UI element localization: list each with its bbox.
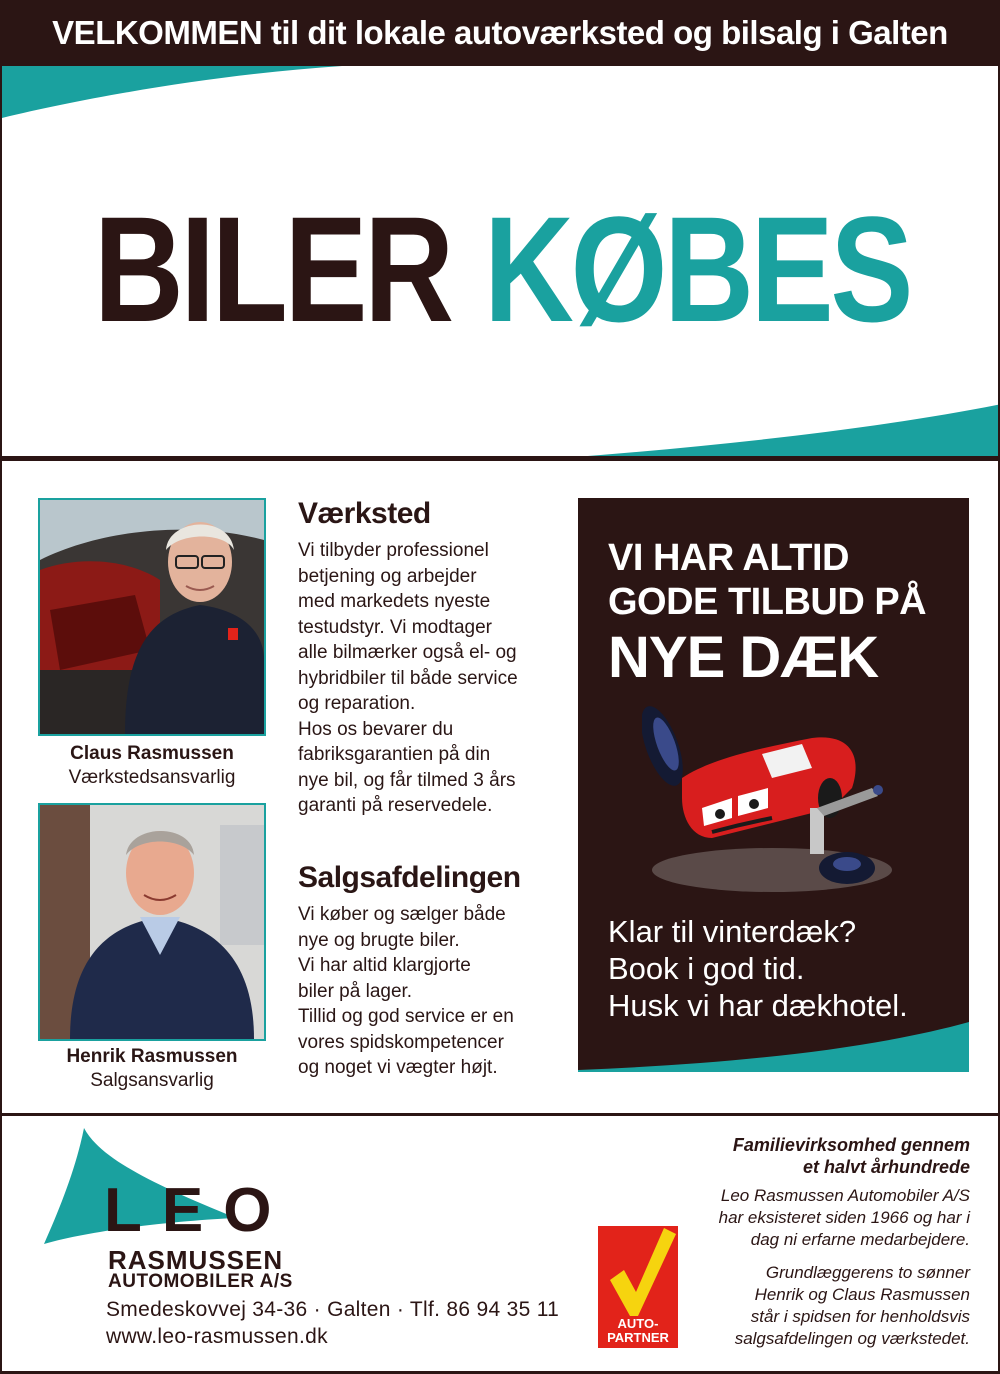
offer-line-1: VI HAR ALTID [608, 537, 849, 579]
text-line: Leo Rasmussen Automobiler A/S [720, 1186, 970, 1205]
divider [0, 1113, 1000, 1116]
text-line: og noget vi vægter højt. [298, 1057, 498, 1078]
text-line: Vi har altid klargjorte [298, 955, 471, 976]
frame-left [0, 461, 2, 1374]
photo-claus [38, 498, 266, 736]
welcome-banner [0, 0, 1000, 66]
text-line: nye og brugte biler. [298, 929, 460, 951]
workshop-title: Værksted [298, 497, 431, 530]
staff-role: Salgsansvarlig [90, 1070, 214, 1091]
about-paragraph-2 [735, 1262, 970, 1350]
offer-line-2: GODE TILBUD PÅ [608, 581, 927, 623]
company-address: Smedeskovvej 34-36 · Galten · Tlf. 86 94 35 11 [106, 1298, 560, 1321]
welcome-text: VELKOMMEN til dit lokale autoværksted og bilsalg i Galten [52, 14, 948, 51]
text-line: Tillid og god service er en [298, 1006, 514, 1027]
hero-word-biler: BILER [93, 185, 451, 353]
tire-offer-box [578, 498, 969, 1072]
about-heading-line: Familievirksomhed gennem [732, 1135, 970, 1155]
text-line: Hos os bevarer du [298, 718, 454, 740]
about-heading [733, 1134, 970, 1178]
about-heading-line: et halvt århundrede [802, 1157, 970, 1177]
text-line: biler på lager. [298, 980, 413, 1002]
portrait-mechanic-image [40, 500, 264, 734]
company-website-link[interactable]: www.leo-rasmussen.dk [106, 1325, 328, 1348]
about-paragraph-1 [719, 1185, 970, 1251]
photo-henrik [38, 803, 266, 1041]
offer-headline: NYE DÆK [608, 625, 879, 690]
text-line: med markedets nyeste [298, 591, 491, 612]
logo-rasmussen: RASMUSSEN [108, 1245, 284, 1275]
text-line: Grundlæggerens to sønner [765, 1263, 970, 1282]
text-line: Henrik og Claus Rasmussen [754, 1285, 970, 1304]
badge-line-2: PARTNER [607, 1330, 669, 1345]
teal-swoosh-decoration [578, 1012, 969, 1072]
offer-tagline-1: Klar til vinterdæk? [608, 914, 857, 949]
text-line: står i spidsen for henholdsvis [750, 1307, 970, 1326]
text-line: har eksisteret siden 1966 og har i [718, 1208, 970, 1227]
text-line: alle bilmærker også el- og [298, 642, 517, 663]
text-line: hybridbiler til både service [298, 667, 518, 689]
offer-tagline-3: Husk vi har dækhotel. [608, 988, 908, 1023]
staff-name: Claus Rasmussen [70, 743, 234, 764]
text-line: Vi tilbyder professionel [298, 540, 489, 561]
logo-leo: LEO [104, 1176, 292, 1245]
workshop-text [298, 538, 558, 819]
sales-text [298, 902, 558, 1081]
text-line: Vi køber og sælger både [298, 904, 506, 925]
badge-line-1: AUTO- [617, 1316, 659, 1331]
sales-section [298, 860, 558, 1081]
autopartner-badge [598, 1220, 678, 1348]
logo-automobiler: AUTOMOBILER A/S [108, 1271, 293, 1292]
caption-henrik [30, 1045, 274, 1093]
text-line: dag ni erfarne medarbejdere. [750, 1230, 970, 1249]
text-line: betjening og arbejder [298, 565, 477, 587]
offer-tagline-2: Book i god tid. [608, 951, 805, 986]
text-line: vores spidskompetencer [298, 1031, 504, 1053]
hero-word-kobes: KØBES [483, 185, 911, 353]
text-line: salgsafdelingen og værkstedet. [734, 1329, 970, 1348]
staff-role: Værkstedsansvarlig [68, 767, 236, 788]
car-tire-illustration [642, 698, 932, 898]
text-line: testudstyr. Vi modtager [298, 616, 492, 638]
portrait-salesman-image [40, 805, 264, 1039]
caption-claus [30, 742, 274, 790]
sales-title: Salgsafdelingen [298, 861, 521, 894]
hero-section [0, 66, 1000, 458]
text-line: fabriksgarantien på din [298, 744, 491, 765]
text-line: og reparation. [298, 693, 416, 714]
hero-headline [87, 185, 917, 353]
text-line: nye bil, og får tilmed 3 års [298, 769, 516, 791]
staff-name: Henrik Rasmussen [66, 1046, 238, 1067]
workshop-section [298, 496, 558, 819]
divider [0, 456, 1000, 461]
text-line: garanti på reservedele. [298, 795, 493, 816]
